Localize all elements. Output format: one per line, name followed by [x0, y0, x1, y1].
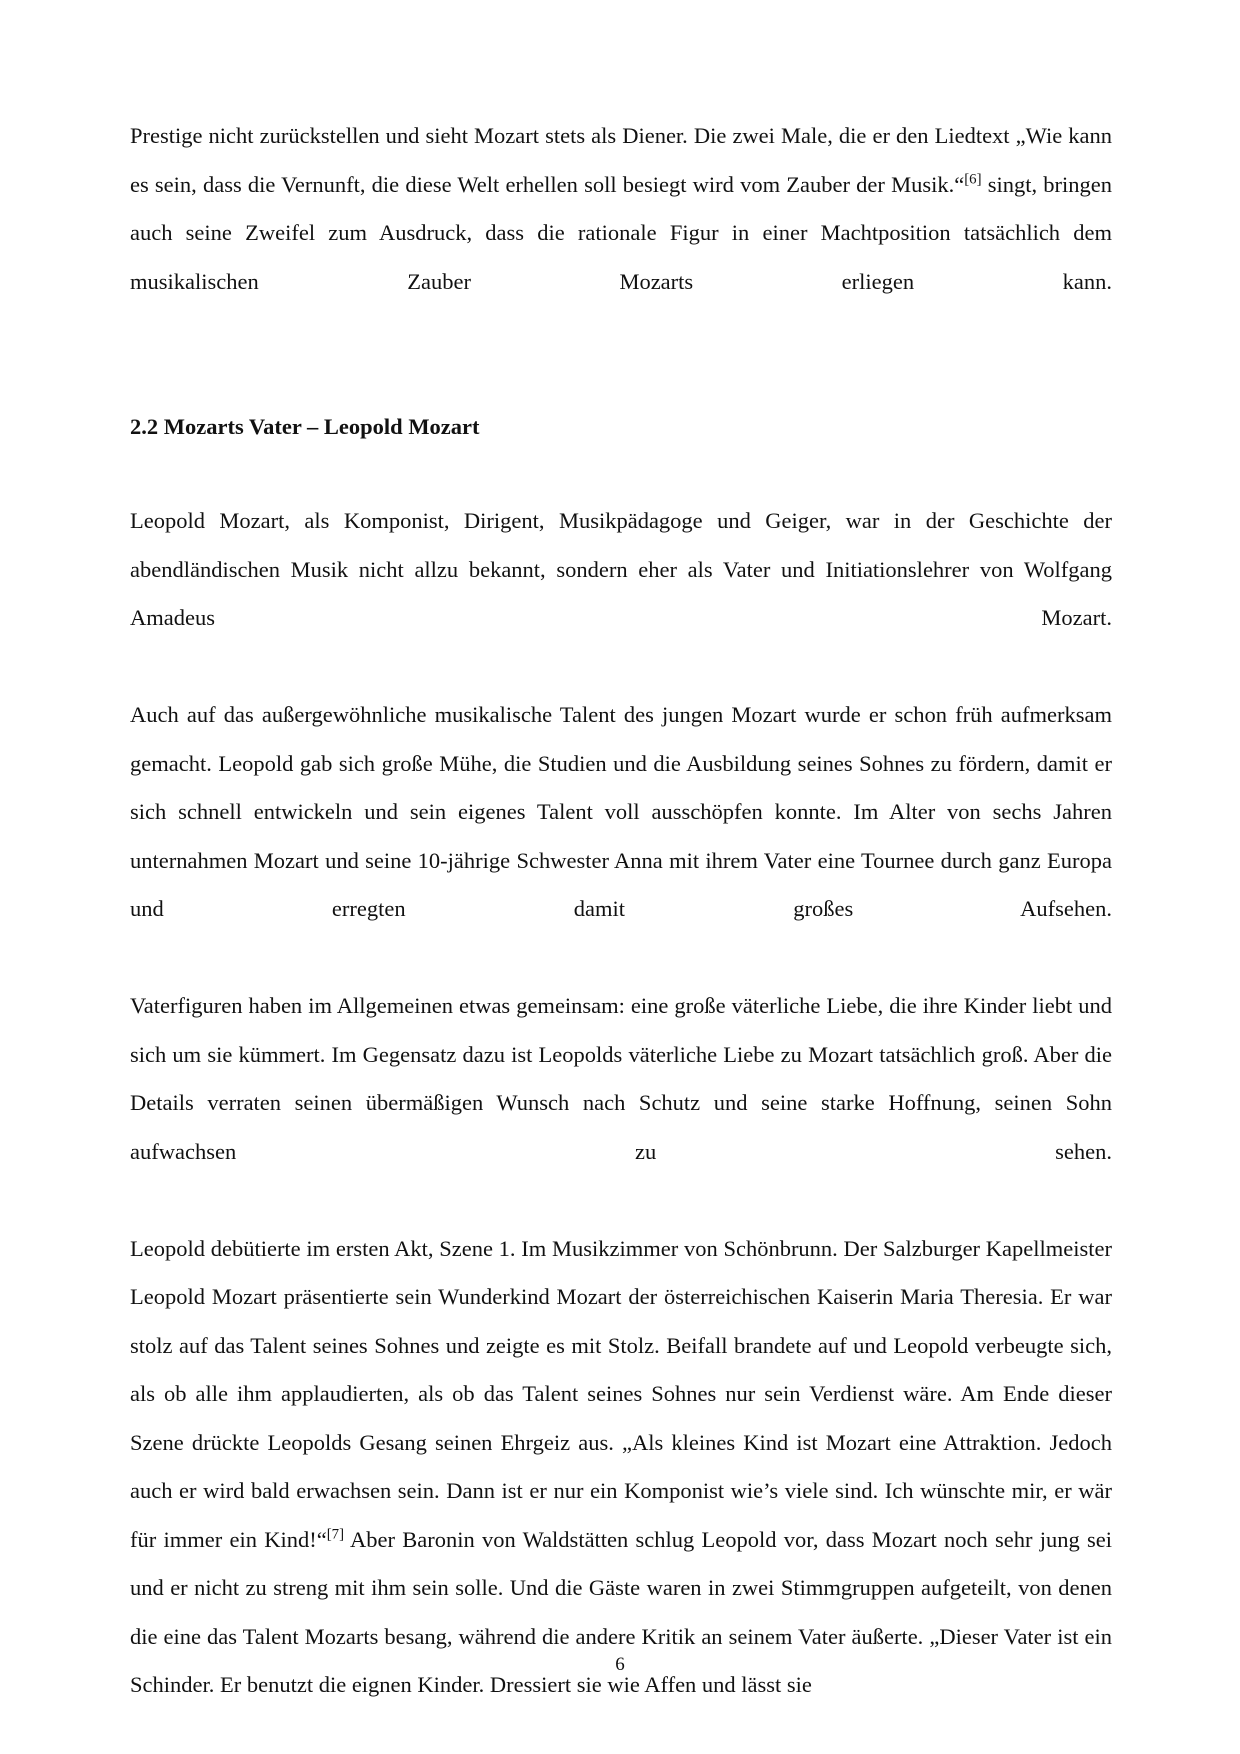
paragraph-vaterfiguren: Vaterfiguren haben im Allgemeinen etwas gemeinsam: eine große väterliche Liebe, die ihre Kinder liebt und sich um sie kümmert. Im Gegensatz dazu ist Leopolds väterliche Liebe zu Mozart tatsächlich groß. Aber die Details verraten seinen übermäßigen Wunsch nach Schutz und seine starke Hoffnung, seinen Sohn aufwachsen zu sehen.	[130, 993, 1112, 1164]
page-body	[130, 112, 1112, 1710]
paragraph-text: Leopold debütierte im ersten Akt, Szene 1. Im Musikzimmer von Schönbrunn. Der Salzburger Kapellmeister Leopold Mozart präsentierte sein Wunderkind Mozart der österreichischen Kaiserin Maria Theresia. Er war stolz auf das Talent seines Sohnes und zeigte es mit Stolz. Beifall brandete auf und Leopold verbeugte sich, als ob alle ihm applaudierten, als ob das Talent seines Sohnes nur sein Verdienst wäre. Am Ende dieser Szene drückte Leopolds Gesang seinen Ehrgeiz aus. „Als kleines Kind ist Mozart eine Attraktion. Jedoch auch er wird bald erwachsen sein. Dann ist er nur ein Komponist wie’s viele sind. Ich wünschte mir, er wär für immer ein Kind!“	[130, 1235, 1112, 1552]
footnote-ref-6[interactable]: [6]	[964, 171, 982, 187]
paragraph-prestige	[130, 112, 1112, 355]
paragraph-talent: Auch auf das außergewöhnliche musikalische Talent des jungen Mozart wurde er schon früh aufmerksam gemacht. Leopold gab sich große Mühe, die Studien und die Ausbildung seines Sohnes zu fördern, damit er sich schnell entwickeln und sein eigenes Talent voll ausschöpfen konnte. Im Alter von sechs Jahren unternahmen Mozart und seine 10-jährige Schwester Anna mit ihrem Vater eine Tournee durch ganz Europa und erregten damit großes Aufsehen.	[130, 702, 1112, 921]
paragraph-debuet	[130, 1225, 1112, 1710]
heading-spacer	[130, 451, 1112, 497]
footnote-ref-7[interactable]: [7]	[326, 1526, 345, 1542]
paragraph-spacer	[130, 355, 1112, 403]
paragraph-text-cont: singt, bringen auch seine Zweifel zum Ausdruck, dass die rationale Figur in einer Machtposition tatsächlich dem musikalischen Zauber Mozarts erliegen kann.	[130, 171, 1112, 294]
section-heading-2-2: 2.2 Mozarts Vater – Leopold Mozart	[130, 413, 480, 439]
paragraph-text: Prestige nicht zurückstellen und sieht Mozart stets als Diener. Die zwei Male, die er den Liedtext „Wie kann es sein, dass die Vernunft, die diese Welt erhellen soll besiegt wird vom Zauber der Musik.“	[130, 123, 1112, 197]
page-number: 6	[615, 1654, 625, 1675]
paragraph-leopold-intro: Leopold Mozart, als Komponist, Dirigent, Musikpädagoge und Geiger, war in der Geschichte der abendländischen Musik nicht allzu bekannt, sondern eher als Vater und Initiationslehrer von Wolfgang Amadeus Mozart.	[130, 508, 1112, 630]
paragraph-text-cont: Aber Baronin von Waldstätten schlug Leopold vor, dass Mozart noch sehr jung sei und er nicht zu streng mit ihm sein solle. Und die Gäste waren in zwei Stimmgruppen aufgeteilt, von denen die eine das Talent Mozarts besang, während die andere Kritik an seinem Vater äußerte. „Dieser Vater ist ein Schinder. Er benutzt die eignen Kinder. Dressiert sie wie Affen und lässt sie	[130, 1526, 1113, 1697]
